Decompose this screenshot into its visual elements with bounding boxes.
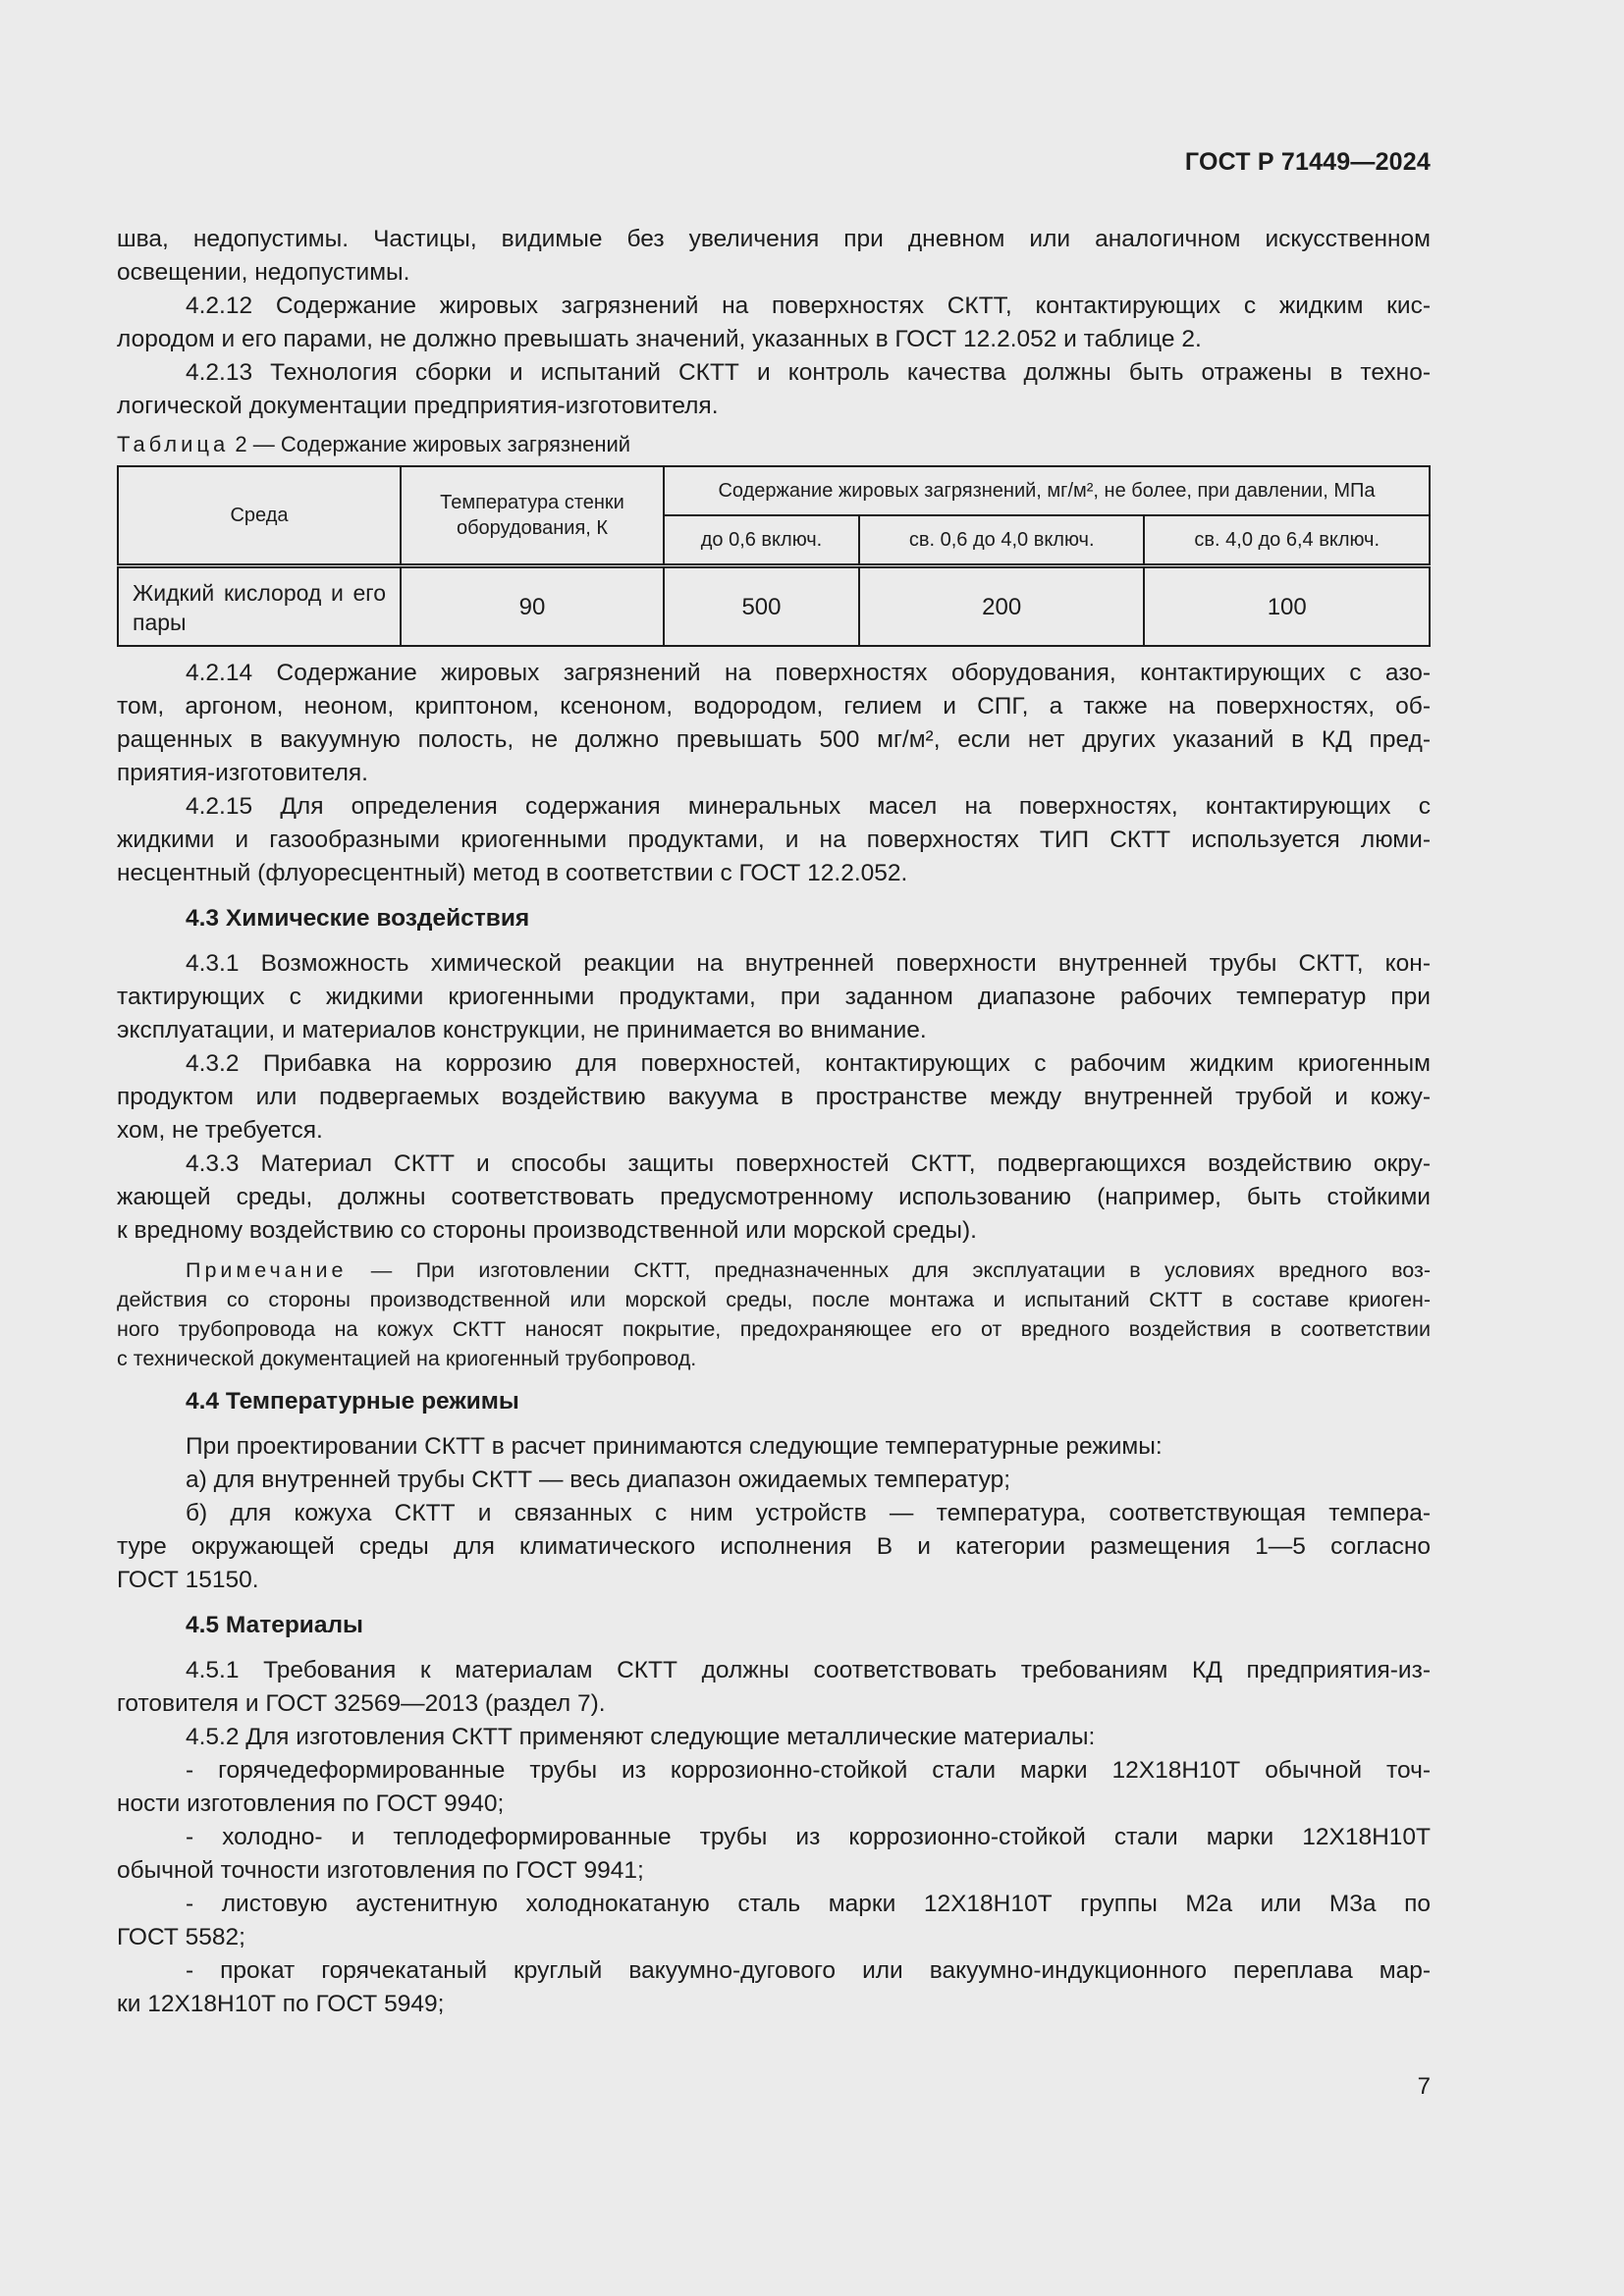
text-line: к вредному воздействию со стороны производственной или морской среды). bbox=[117, 1217, 977, 1244]
table-caption-prefix: Таблица bbox=[117, 432, 230, 456]
note-line: Примечание — При изготовлении СКТТ, предназначенных для эксплуатации в условиях вредного воз- bbox=[186, 1258, 1431, 1282]
note-line: действия со стороны производственной или морской среды, после монтажа и испытаний СКТТ в составе криоген- bbox=[117, 1288, 1431, 1311]
text-line: ГОСТ 15150. bbox=[117, 1567, 259, 1593]
section-heading: 4.5 Материалы bbox=[186, 1612, 363, 1638]
text-line: готовителя и ГОСТ 32569—2013 (раздел 7). bbox=[117, 1690, 606, 1717]
fat-contamination-table bbox=[117, 465, 1431, 647]
text-line: туре окружающей среды для климатического исполнения В и категории размещения 1—5 согласно bbox=[117, 1533, 1431, 1560]
text-line: 4.5.2 Для изготовления СКТТ применяют следующие металлические материалы: bbox=[186, 1724, 1096, 1750]
text-line: ращенных в вакуумную полость, не должно превышать 500 мг/м², если нет других указаний в КД пред- bbox=[117, 726, 1431, 753]
section-heading: 4.3 Химические воздействия bbox=[186, 905, 530, 932]
text-line: хом, не требуется. bbox=[117, 1117, 323, 1144]
cell-medium: Жидкий кислород и его пары bbox=[118, 566, 401, 647]
table-caption bbox=[117, 430, 1431, 459]
text-line: шва, недопустимы. Частицы, видимые без увеличения при дневном или аналогичном искусственном bbox=[117, 226, 1431, 252]
text-line: - листовую аустенитную холоднокатаную сталь марки 12Х18Н10Т группы М2а или М3а по bbox=[186, 1891, 1431, 1917]
cell-value: 200 bbox=[859, 566, 1145, 647]
text-line: - прокат горячекатаный круглый вакуумно-дугового или вакуумно-индукционного переплава мар- bbox=[186, 1957, 1431, 1984]
text-line: 4.3.2 Прибавка на коррозию для поверхностей, контактирующих с рабочим жидким криогенным bbox=[186, 1050, 1431, 1077]
text-line: ки 12Х18Н10Т по ГОСТ 5949; bbox=[117, 1991, 445, 2017]
text-line: а) для внутренней трубы СКТТ — весь диапазон ожидаемых температур; bbox=[186, 1467, 1010, 1493]
text-line: тактирующих с жидкими криогенными продуктами, при заданном диапазоне рабочих температур при bbox=[117, 984, 1431, 1010]
text-line: ГОСТ 5582; bbox=[117, 1924, 245, 1950]
sub-col-header: до 0,6 включ. bbox=[664, 515, 859, 566]
text-line: продуктом или подвергаемых воздействию вакуума в пространстве между внутренней трубой и кожу- bbox=[117, 1084, 1431, 1110]
section-heading: 4.4 Температурные режимы bbox=[186, 1388, 519, 1415]
text-line: - горячедеформированные трубы из коррозионно-стойкой стали марки 12Х18Н10Т обычной точ- bbox=[186, 1757, 1431, 1784]
text-line: 4.5.1 Требования к материалам СКТТ должны соответствовать требованиям КД предприятия-из- bbox=[186, 1657, 1431, 1683]
text-line: освещении, недопустимы. bbox=[117, 259, 410, 286]
text-line: эксплуатации, и материалов конструкции, не принимается во внимание. bbox=[117, 1017, 927, 1043]
col-header-temperature: Температура стенки оборудования, К bbox=[401, 466, 664, 566]
col-header-medium: Среда bbox=[118, 466, 401, 566]
text-line: 4.2.13 Технология сборки и испытаний СКТТ и контроль качества должны быть отражены в техно- bbox=[186, 359, 1431, 386]
text-line: жающей среды, должны соответствовать предусмотренному использованию (например, быть стойкими bbox=[117, 1184, 1431, 1210]
text-line: ности изготовления по ГОСТ 9940; bbox=[117, 1790, 505, 1817]
text-line: При проектировании СКТТ в расчет принимаются следующие температурные режимы: bbox=[186, 1433, 1163, 1460]
text-line: логической документации предприятия-изготовителя. bbox=[117, 393, 719, 419]
text-line: том, аргоном, неоном, криптоном, ксеноном, водородом, гелием и СПГ, а также на поверхностях, об- bbox=[117, 693, 1431, 720]
sub-col-header: св. 4,0 до 6,4 включ. bbox=[1144, 515, 1430, 566]
text-line: 4.2.12 Содержание жировых загрязнений на поверхностях СКТТ, контактирующих с жидким кис- bbox=[186, 293, 1431, 319]
text-line: - холодно- и теплодеформированные трубы из коррозионно-стойкой стали марки 12Х18Н10Т bbox=[186, 1824, 1431, 1850]
table-caption-text: 2 — Содержание жировых загрязнений bbox=[229, 432, 631, 456]
text-line: б) для кожуха СКТТ и связанных с ним устройств — температура, соответствующая темпера- bbox=[186, 1500, 1431, 1526]
note-label: Примечание bbox=[186, 1258, 348, 1282]
note-line: ного трубопровода на кожух СКТТ наносят покрытие, предохраняющее его от вредного воздействия в соответствии bbox=[117, 1317, 1431, 1341]
col-header-group: Содержание жировых загрязнений, мг/м², не более, при давлении, МПа bbox=[664, 466, 1430, 515]
note-block bbox=[117, 1255, 1431, 1373]
cell-value: 100 bbox=[1144, 566, 1430, 647]
cell-value: 500 bbox=[664, 566, 859, 647]
note-line: с технической документацией на криогенный трубопровод. bbox=[117, 1347, 697, 1370]
text-line: несцентный (флуоресцентный) метод в соответствии с ГОСТ 12.2.052. bbox=[117, 860, 908, 886]
text-line: 4.3.3 Материал СКТТ и способы защиты поверхностей СКТТ, подвергающихся воздействию окру- bbox=[186, 1150, 1431, 1177]
page-number: 7 bbox=[1417, 2073, 1431, 2100]
text-line: 4.2.14 Содержание жировых загрязнений на поверхностях оборудования, контактирующих с азо- bbox=[186, 660, 1431, 686]
sub-col-header: св. 0,6 до 4,0 включ. bbox=[859, 515, 1145, 566]
text-line: 4.2.15 Для определения содержания минеральных масел на поверхностях, контактирующих с bbox=[186, 793, 1431, 820]
text-line: жидкими и газообразными криогенными продуктами, и на поверхностях ТИП СКТТ используется люми- bbox=[117, 827, 1431, 853]
text-line: приятия-изготовителя. bbox=[117, 760, 368, 786]
text-line: 4.3.1 Возможность химической реакции на внутренней поверхности внутренней трубы СКТТ, кон- bbox=[186, 950, 1431, 977]
text-line: обычной точности изготовления по ГОСТ 9941; bbox=[117, 1857, 644, 1884]
document-id: ГОСТ Р 71449—2024 bbox=[1184, 148, 1431, 176]
cell-temperature: 90 bbox=[401, 566, 664, 647]
text-line: лородом и его парами, не должно превышать значений, указанных в ГОСТ 12.2.052 и таблице 2. bbox=[117, 326, 1202, 352]
table-row bbox=[118, 566, 1430, 647]
document-body bbox=[117, 223, 1431, 2021]
